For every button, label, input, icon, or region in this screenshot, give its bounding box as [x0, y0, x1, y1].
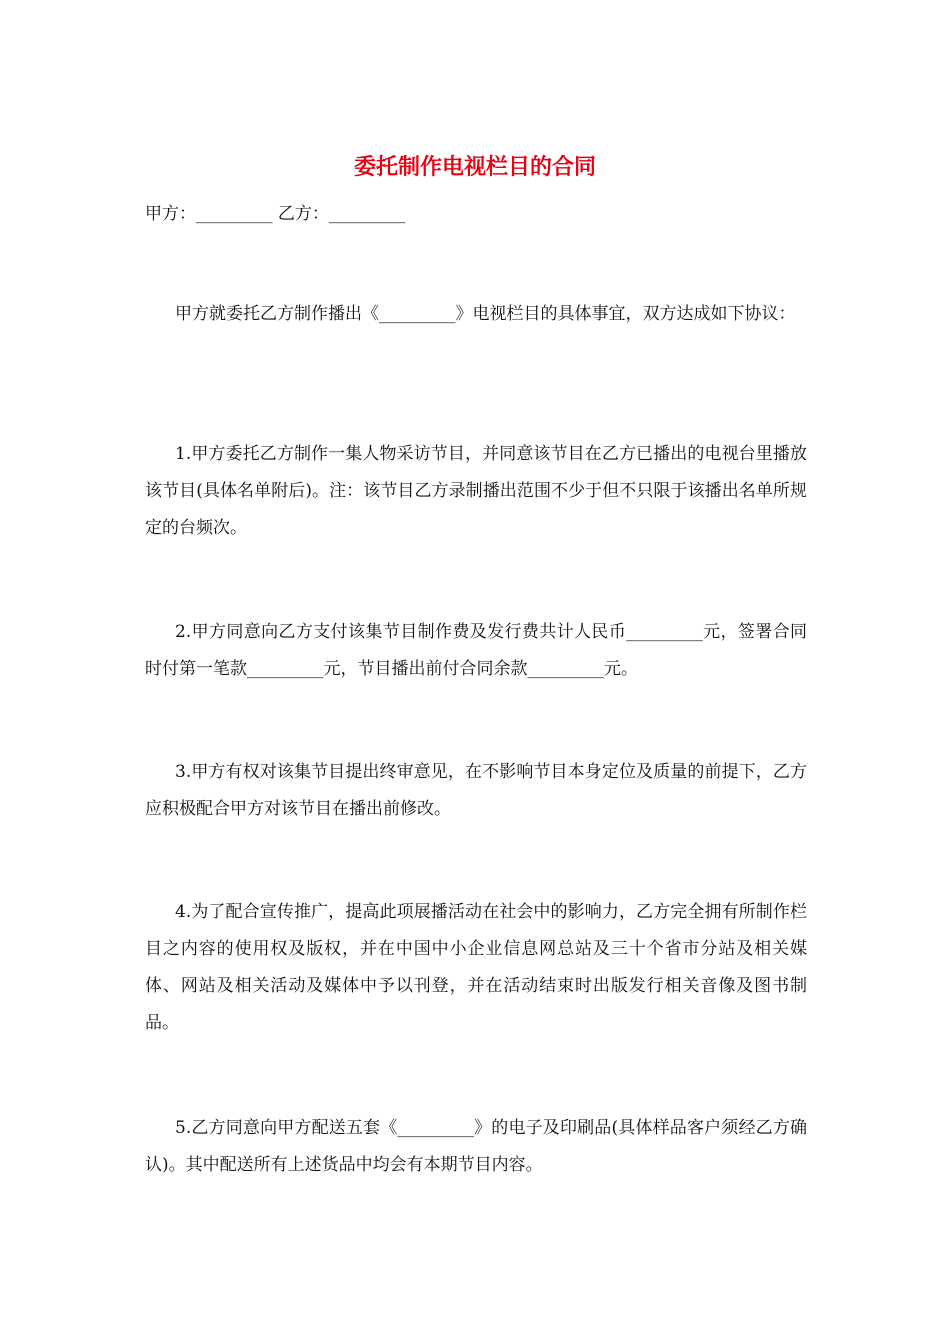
paragraph-clause-4: 4.为了配合宣传推广，提高此项展播活动在社会中的影响力，乙方完全拥有所制作栏目之内容的使用权及版权，并在中国中小企业信息网总站及三十个省市分站及相关媒体、网站及相关活动及媒体中予以刊登，并在活动结束时出版发行相关音像及图书制品。	[145, 902, 807, 1033]
paragraph-intro: 甲方就委托乙方制作播出《_________》电视栏目的具体事宜，双方达成如下协议：	[175, 304, 796, 324]
paragraph-clause-2: 2.甲方同意向乙方支付该集节目制作费及发行费共计人民币_________元，签署合同时付第一笔款_________元，节目播出前付合同余款_________元。	[145, 622, 807, 679]
paragraph-clause-1: 1.甲方委托乙方制作一集人物采访节目，并同意该节目在乙方已播出的电视台里播放该节目(具体名单附后)。注：该节目乙方录制播出范围不少于但不只限于该播出名单所规定的台频次。	[145, 444, 807, 538]
parties-line: 甲方：_________ 乙方：_________	[145, 204, 406, 224]
paragraph-clause-5: 5.乙方同意向甲方配送五套《_________》的电子及印刷品(具体样品客户须经乙方确认)。其中配送所有上述货品中均会有本期节目内容。	[145, 1118, 807, 1175]
document-title: 委托制作电视栏目的合同	[353, 155, 596, 180]
paragraph-clause-3: 3.甲方有权对该集节目提出终审意见，在不影响节目本身定位及质量的前提下，乙方应积极配合甲方对该节目在播出前修改。	[145, 762, 807, 819]
